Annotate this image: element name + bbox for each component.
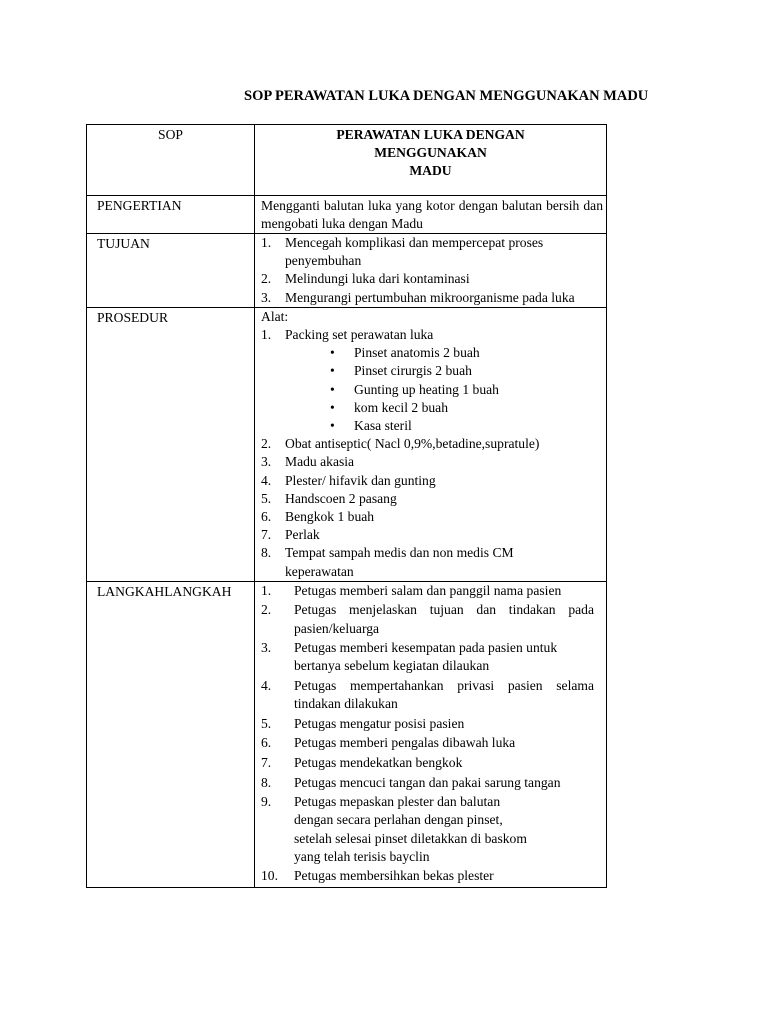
bullet-icon: • xyxy=(330,363,335,379)
list-item-text: Plester/ hifavik dan gunting xyxy=(285,472,436,488)
sop-heading-line: PERAWATAN LUKA DENGAN xyxy=(336,127,525,142)
step-text: Petugas mepaskan plester dan balutan dengan secara perlahan dengan pinset, setelah selesai pinset diletakkan di baskom yang telah terisis bayclin xyxy=(294,794,527,864)
langkah-label: LANGKAHLANGKAH xyxy=(87,581,255,887)
list-item: 3. Madu akasia xyxy=(261,454,355,470)
alat-label: Alat: xyxy=(261,308,289,324)
prosedur-content xyxy=(255,307,607,581)
list-item: 3. Mengurangi pertumbuhan mikroorganisme pada luka xyxy=(261,289,575,305)
sop-label: SOP xyxy=(87,125,255,196)
step-item: 7. Petugas mendekatkan bengkok xyxy=(261,755,463,771)
step-item: 1. Petugas memberi salam dan panggil nama pasien xyxy=(261,582,562,598)
step-text: Petugas membersihkan bekas plester xyxy=(294,868,494,884)
list-item-text: Handscoen 2 pasang xyxy=(285,490,397,506)
step-item: 10. Petugas membersihkan bekas plester xyxy=(261,868,494,884)
step-item: 5. Petugas mengatur posisi pasien xyxy=(261,715,465,731)
step-text: Petugas memberi salam dan panggil nama pasien xyxy=(294,582,562,598)
langkah-row xyxy=(87,581,607,887)
list-item-text: Tempat sampah medis dan non medis CM keperawatan xyxy=(285,545,514,579)
step-item: 4. Petugas mempertahankan privasi pasien selama tindakan dilakukan xyxy=(255,677,606,713)
step-text: Petugas mendekatkan bengkok xyxy=(294,755,463,771)
list-item-text: Mencegah komplikasi dan mempercepat proses penyembuhan xyxy=(285,235,544,269)
pengertian-text: Mengganti balutan luka yang kotor dengan balutan bersih dan mengobati luka dengan Madu xyxy=(255,195,607,233)
sop-heading-line: MENGGUNAKAN xyxy=(374,145,487,161)
sub-list-item xyxy=(255,381,606,399)
step-item: 3. Petugas memberi kesempatan pada pasien untuk bertanya sebelum kegiatan dilaukan xyxy=(261,640,558,674)
sub-list-item-text: kom kecil 2 buah xyxy=(354,399,449,415)
list-item: 6. Bengkok 1 buah xyxy=(261,509,375,525)
sub-list-item-text: Gunting up heating 1 buah xyxy=(354,381,499,397)
list-item: 5. Handscoen 2 pasang xyxy=(261,490,397,506)
step-text: Petugas memberi kesempatan pada pasien untuk bertanya sebelum kegiatan dilaukan xyxy=(294,640,558,674)
step-item: 2. Petugas menjelaskan tujuan dan tindakan pada pasien/keluarga xyxy=(255,601,606,637)
list-item: 8. Tempat sampah medis dan non medis CM keperawatan xyxy=(261,545,514,579)
pengertian-label: PENGERTIAN xyxy=(87,195,255,233)
prosedur-list xyxy=(255,326,606,344)
step-text-cont: tindakan dilakukan xyxy=(294,696,398,712)
list-item-text: Obat antiseptic( Nacl 0,9%,betadine,supratule) xyxy=(285,436,540,452)
sop-heading xyxy=(255,125,607,196)
tujuan-label: TUJUAN xyxy=(87,234,255,308)
list-item: 1. Packing set perawatan luka xyxy=(261,327,434,343)
sop-table xyxy=(86,124,607,888)
sub-list-item xyxy=(255,417,606,435)
step-text: Petugas mengatur posisi pasien xyxy=(294,715,465,731)
sop-heading-line: MADU xyxy=(409,163,452,179)
tujuan-content xyxy=(255,234,607,308)
bullet-icon: • xyxy=(330,399,335,415)
prosedur-list-cont xyxy=(255,435,606,581)
list-item-text: Madu akasia xyxy=(285,454,355,470)
list-item-text: Perlak xyxy=(285,527,320,543)
bullet-icon: • xyxy=(330,345,335,361)
alat-sub-list xyxy=(255,344,606,435)
header-row xyxy=(87,125,607,196)
pengertian-row xyxy=(87,195,607,233)
sub-list-item xyxy=(255,362,606,380)
langkah-content xyxy=(255,581,607,887)
step-text-cont: pasien/keluarga xyxy=(294,620,380,636)
step-text: Petugas mempertahankan privasi pasien selama xyxy=(294,678,594,694)
langkah-list xyxy=(255,582,606,886)
sub-list-item-text: Kasa steril xyxy=(354,418,412,434)
step-text: Petugas menjelaskan tujuan dan tindakan pada xyxy=(294,602,594,618)
step-text: Petugas memberi pengalas dibawah luka xyxy=(294,735,516,751)
bullet-icon: • xyxy=(330,381,335,397)
tujuan-row xyxy=(87,234,607,308)
prosedur-label: PROSEDUR xyxy=(87,307,255,581)
sub-list-item-text: Pinset anatomis 2 buah xyxy=(354,345,480,361)
prosedur-row xyxy=(87,307,607,581)
list-item-text: Bengkok 1 buah xyxy=(285,509,375,525)
list-item: 2. Melindungi luka dari kontaminasi xyxy=(261,271,470,287)
step-item: 9. Petugas mepaskan plester dan balutan dengan secara perlahan dengan pinset, setelah selesai pinset diletakkan di baskom yang telah terisis bayclin xyxy=(261,794,527,864)
tujuan-list xyxy=(255,234,606,307)
document-title: SOP PERAWATAN LUKA DENGAN MENGGUNAKAN MADU xyxy=(244,88,649,104)
list-item-text: Mengurangi pertumbuhan mikroorganisme pada luka xyxy=(285,289,575,305)
list-item: 4. Plester/ hifavik dan gunting xyxy=(261,472,436,488)
step-text: Petugas mencuci tangan dan pakai sarung tangan xyxy=(294,774,561,790)
list-item: 2. Obat antiseptic( Nacl 0,9%,betadine,supratule) xyxy=(261,436,540,452)
step-item: 8. Petugas mencuci tangan dan pakai sarung tangan xyxy=(261,774,561,790)
bullet-icon: • xyxy=(330,418,335,434)
sub-list-item xyxy=(255,399,606,417)
list-item: 1. Mencegah komplikasi dan mempercepat proses penyembuhan xyxy=(261,235,544,269)
sub-list-item xyxy=(255,344,606,362)
step-item: 6. Petugas memberi pengalas dibawah luka xyxy=(261,735,516,751)
sub-list-item-text: Pinset cirurgis 2 buah xyxy=(354,363,472,379)
list-item-text: Packing set perawatan luka xyxy=(285,327,434,343)
list-item: 7. Perlak xyxy=(261,527,320,543)
list-item-text: Melindungi luka dari kontaminasi xyxy=(285,271,470,287)
